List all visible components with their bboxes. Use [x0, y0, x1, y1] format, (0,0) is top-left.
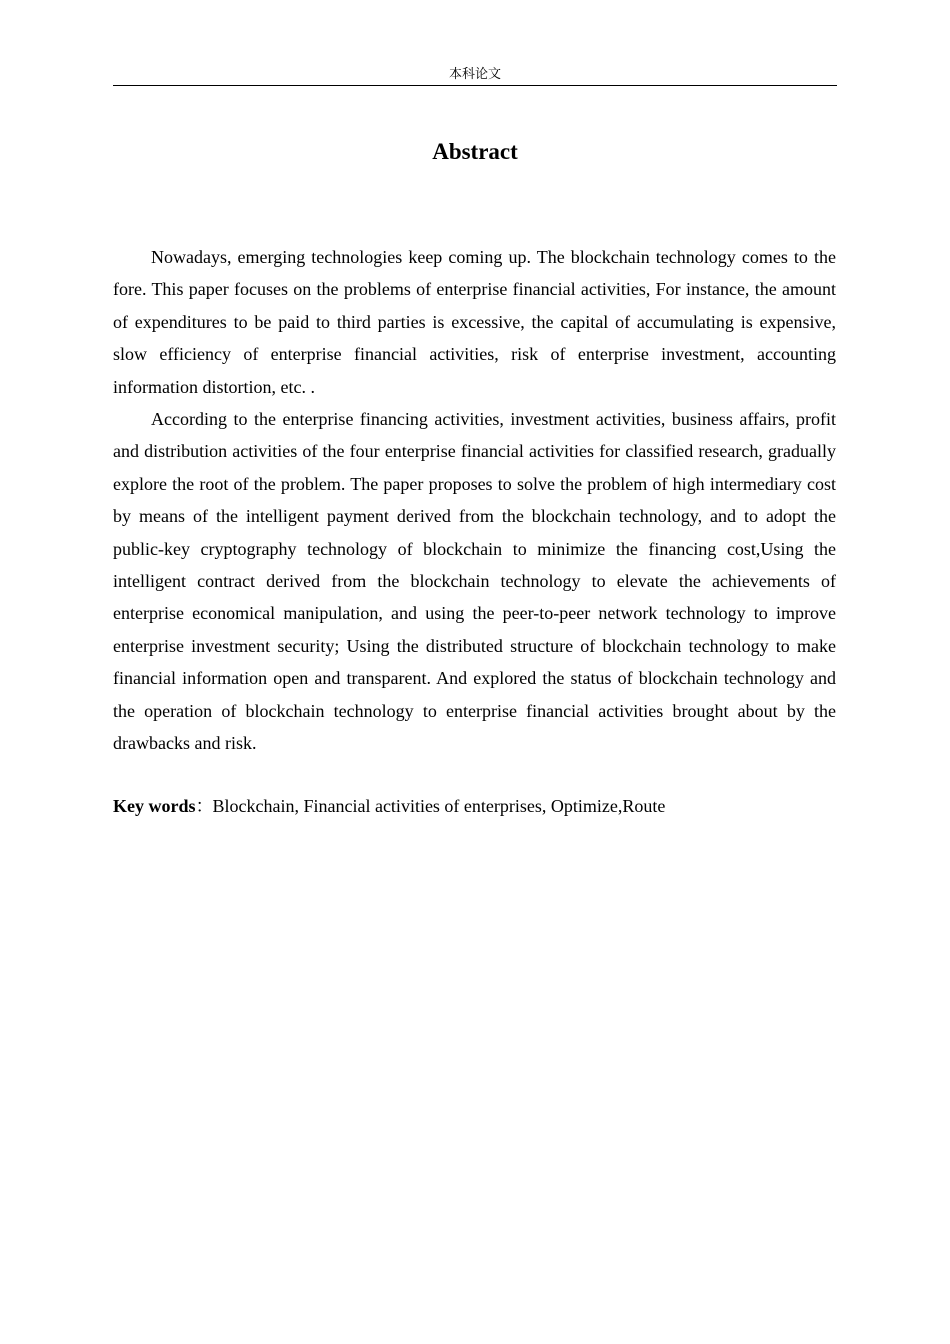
abstract-paragraph-2: According to the enterprise financing activities, investment activities, business affairs, profit and distribution activities of the four enterprise financial activities for classified research, gradually explore the root of the problem. The paper proposes to solve the problem of high intermediary cost by means of the intelligent payment derived from the blockchain technology, and to adopt the public-key cryptography technology of blockchain to minimize the financing cost,Using the intelligent contract derived from the blockchain technology to elevate the achievements of enterprise economical manipulation, and using the peer-to-peer network technology to improve enterprise investment security; Using the distributed structure of blockchain technology to make financial information open and transparent. And explored the status of blockchain technology and the operation of blockchain technology to enterprise financial activities brought about by the drawbacks and risk.: [113, 409, 836, 754]
header-rule: [113, 85, 837, 86]
keywords-separator: ：: [195, 796, 214, 816]
keywords-line: [113, 792, 836, 820]
keywords-label: Key words: [113, 796, 196, 816]
running-header: 本科论文: [448, 67, 501, 82]
page-title: Abstract: [432, 139, 518, 164]
abstract-paragraph-1: Nowadays, emerging technologies keep coming up. The blockchain technology comes to the fore. This paper focuses on the problems of enterprise financial activities, For instance, the amount of expenditures to be paid to third parties is excessive, the capital of accumulating is expensive, slow efficiency of enterprise financial activities, risk of enterprise investment, accounting information distortion, etc. .: [113, 247, 836, 397]
abstract-body: [113, 241, 836, 760]
keywords-text: Blockchain, Financial activities of enterprises, Optimize,Route: [212, 796, 666, 816]
